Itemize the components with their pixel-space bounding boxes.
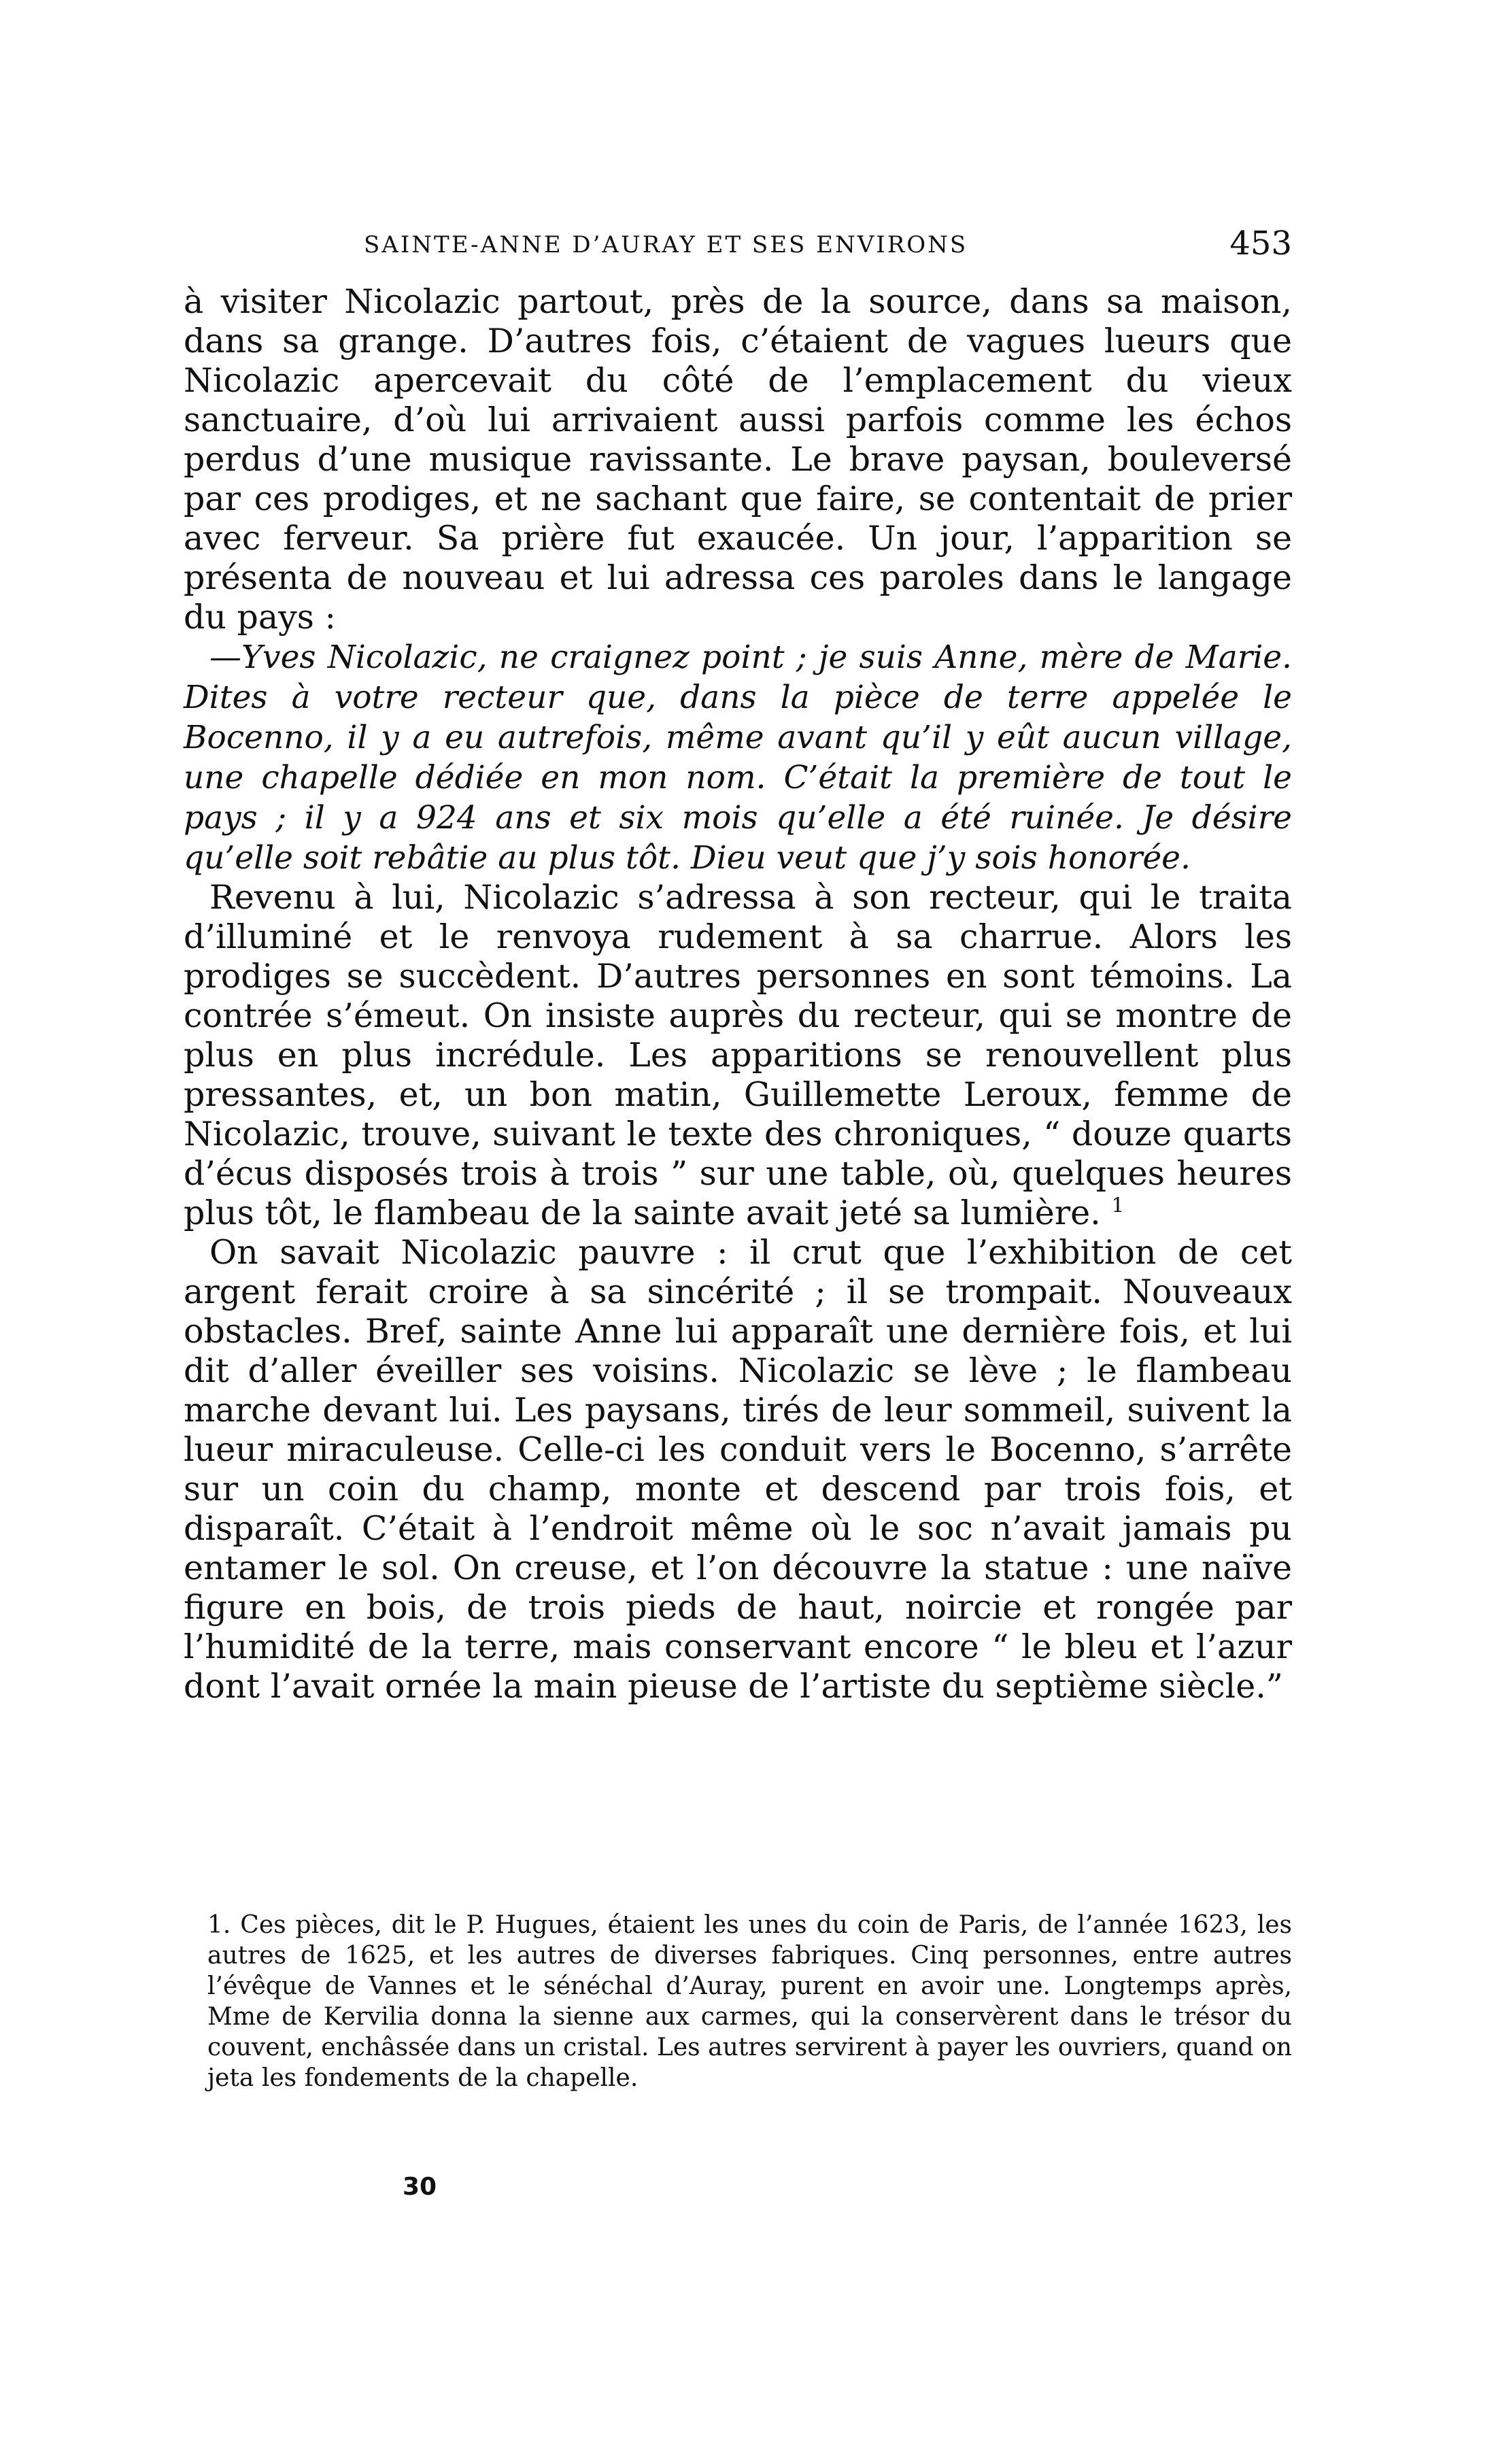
paragraph-2-text: Revenu à lui, Nicolazic s’adressa à son recteur, qui le traita d’illuminé et le renvoya rudement à sa charrue. Alors les prodiges se succèdent. D’autres personnes en sont témoins. La contrée s’émeut. On insiste auprès du recteur, qui se montre de plus en plus incrédule. Les apparitions se renouvellent plus pressantes, et, un bon matin, Guillemette Leroux, femme de Nicolazic, trouve, suivant le texte des chroniques, “ douze quarts d’écus disposés trois à trois ” sur une table, où, quelques heures plus tôt, le flambeau de la sainte avait jeté sa lumière. [184,878,1292,1232]
footnote: 1. Ces pièces, dit le P. Hugues, étaient les unes du coin de Paris, de l’année 1623, les autres de 1625, et les autres de diverses fabriques. Cinq personnes, entre autres l’évêque de Vannes et le sénéchal d’Auray, purent en avoir une. Longtemps après, Mme de Kervilia donna la sienne aux carmes, qui la conservèrent dans le trésor du couvent, enchâssée dans un cristal. Les autres servirent à payer les ouvriers, quand on jeta les fondements de la chapelle. [207,1911,1292,2092]
signature-mark: 30 [403,2173,437,2201]
paragraph-1: à visiter Nicolazic partout, près de la source, dans sa maison, dans sa grange. D’autres fois, c’étaient de vagues lueurs que Nicolazic apercevait du côté de l’emplacement du vieux sanctuaire, d’où lui arrivaient aussi parfois comme les échos perdus d’une musique ravissante. Le brave paysan, bouleversé par ces prodiges, et ne sachant que faire, se contentait de prier avec ferveur. Sa prière fut exaucée. Un jour, l’apparition se présenta de nouveau et lui adressa ces paroles dans le langage du pays : [184,282,1292,637]
paragraph-3: On savait Nicolazic pauvre : il crut que l’exhibition de cet argent ferait croire à sa sincérité ; il se trompait. Nouveaux obstacles. Bref, sainte Anne lui apparaît une dernière fois, et lui dit d’aller éveiller ses voisins. Nicolazic se lève ; le flambeau marche devant lui. Les paysans, tirés de leur sommeil, suivent la lueur miraculeuse. Celle-ci les conduit vers le Bocenno, s’arrête sur un coin du champ, monte et descend par trois fois, et disparaît. C’était à l’endroit même où le soc n’avait jamais pu entamer le sol. On creuse, et l’on découvre la statue : une naïve figure en bois, de trois pieds de haut, noircie et rongée par l’humidité de la terre, mais conservant encore “ le bleu et l’azur dont l’avait ornée la main pieuse de l’artiste du septième siècle.” [184,1233,1292,1706]
paragraph-2 [184,878,1292,1233]
page-number: 453 [1229,224,1292,263]
footnote-reference: 1 [1111,1194,1125,1218]
running-title: SAINTE-ANNE D’AURAY ET SES ENVIRONS [364,231,968,258]
page-header [364,224,1292,272]
apparition-quote: —Yves Nicolazic, ne craignez point ; je suis Anne, mère de Marie. Dites à votre recteur que, dans la pièce de terre appelée le Bocenno, il y a eu autrefois, même avant qu’il y eût aucun village, une chapelle dédiée en mon nom. C’était la première de tout le pays ; il y a 924 ans et six mois qu’elle a été ruinée. Je désire qu’elle soit rebâtie au plus tôt. Dieu veut que j’y sois honorée. [184,639,1292,877]
main-text [184,282,1292,1706]
